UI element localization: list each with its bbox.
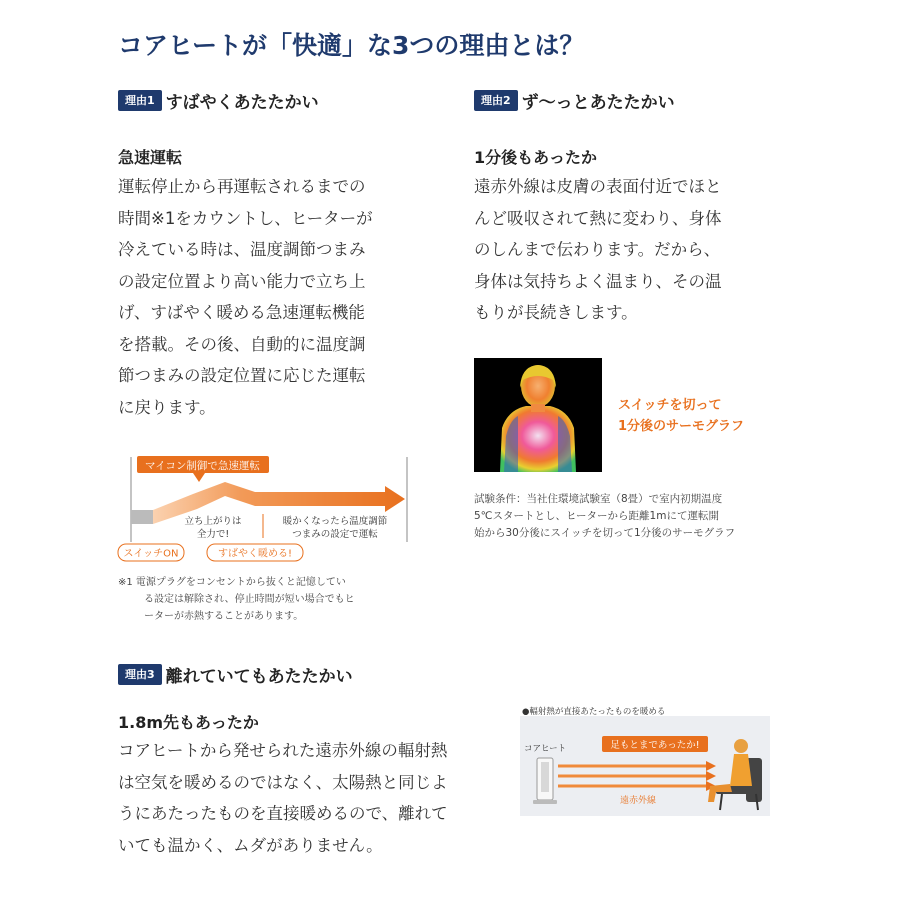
body-line: 節つまみの設定位置に応じた運転 xyxy=(118,366,366,385)
body-line: を搭載。その後、自動的に温度調 xyxy=(118,334,366,354)
thermograph-caption-line: 1分後のサーモグラフ xyxy=(618,419,745,434)
body-line: 遠赤外線は皮膚の表面付近でほと xyxy=(474,177,722,196)
diagram-top-label: マイコン制御で急速運転 xyxy=(145,460,260,472)
heater-label: コアヒート xyxy=(524,744,567,754)
reason3-heading: 離れていてもあたたかい xyxy=(165,667,353,687)
diagram-switch-label: スイッチON xyxy=(123,548,179,560)
reason3-subheading: 1.8m先もあったか xyxy=(118,713,259,732)
reason1-heading: すばやくあたたかい xyxy=(165,93,319,113)
reason1-body xyxy=(118,171,373,423)
reason2-subheading: 1分後もあったか xyxy=(474,148,597,167)
body-line: は空気を暖めるのではなく、太陽熱と同じよ xyxy=(118,772,448,792)
reason3-header xyxy=(118,662,353,687)
body-line: の設定位置より高い能力で立ち上 xyxy=(118,271,366,291)
far-infrared-label: 遠赤外線 xyxy=(619,796,657,806)
reason3-badge: 理由3 xyxy=(118,664,162,685)
page-title: コアヒートが「快適」な3つの理由とは？ xyxy=(118,31,585,60)
thermograph-caption xyxy=(618,395,744,437)
body-line: んど吸収されて熱に変わり、身体 xyxy=(474,208,722,228)
reason1-badge: 理由1 xyxy=(118,90,162,111)
body-line: コアヒートから発せられた遠赤外線の輻射熱 xyxy=(118,741,448,760)
diagram-warm-label: つまみの設定で運転 xyxy=(292,529,378,540)
reason2-header xyxy=(474,88,675,113)
body-line: 冷えている時は、温度調節つまみ xyxy=(118,240,366,259)
radiant-heat-illustration xyxy=(520,704,770,816)
body-line: に戻ります。 xyxy=(118,397,216,417)
reason3-body xyxy=(118,735,448,861)
reason2-body xyxy=(474,171,722,329)
body-line: のしんまで伝わります。だから、 xyxy=(474,240,721,259)
diagram-off-block xyxy=(131,510,153,524)
footnote-line: る設定は解除され、停止時間が短い場合でもヒ xyxy=(144,594,355,605)
reason1-header xyxy=(118,88,319,113)
body-line: 時間※1をカウントし、ヒーターが xyxy=(118,208,373,228)
test-condition-line: 始から30分後にスイッチを切って1分後のサーモグラフ xyxy=(474,527,736,539)
radiant-arrows xyxy=(558,761,716,791)
diagram-fast-label: すばやく暖める! xyxy=(217,548,293,560)
illustration-header: ●輻射熱が直接あたったものを暖める xyxy=(522,707,666,717)
rapid-operation-diagram xyxy=(115,452,415,567)
body-line: うにあたったものを直接暖めるので、離れて xyxy=(118,804,448,823)
test-condition-line: 5℃スタートとし、ヒーターから距離1mにて運転開 xyxy=(474,510,719,522)
footnote-line: ーターが赤熱することがあります。 xyxy=(144,611,304,622)
reason1-subheading: 急速運転 xyxy=(118,148,183,167)
body-line: もりが長続きします。 xyxy=(474,303,638,322)
test-conditions xyxy=(474,491,735,542)
diagram-rise-label: 全力で! xyxy=(196,529,230,540)
body-line: 運転停止から再運転されるまでの xyxy=(118,177,366,196)
reason1-footnote xyxy=(118,574,355,625)
test-condition-line: 試験条件：当社住環境試験室（8畳）で室内初期温度 xyxy=(474,493,723,505)
thermograph-caption-line: スイッチを切って xyxy=(618,398,722,413)
body-line: 身体は気持ちよく温まり、その温 xyxy=(474,271,722,291)
diagram-top-pointer xyxy=(193,473,205,482)
reason2-heading: ず〜っとあたたかい xyxy=(521,93,675,113)
body-line: いても温かく、ムダがありません。 xyxy=(118,835,383,855)
reason2-badge: 理由2 xyxy=(474,90,518,111)
footnote-line: ※1 電源プラグをコンセントから抜くと記憶してい xyxy=(118,577,346,588)
body-line: げ、すばやく暖める急速運転機能 xyxy=(118,303,365,322)
thermograph-image xyxy=(474,358,602,472)
heater-icon xyxy=(533,758,557,804)
diagram-rise-label: 立ち上がりは xyxy=(184,516,242,527)
callout-label: 足もとまであったか! xyxy=(610,740,700,751)
diagram-warm-label: 暖かくなったら温度調節 xyxy=(282,516,388,527)
